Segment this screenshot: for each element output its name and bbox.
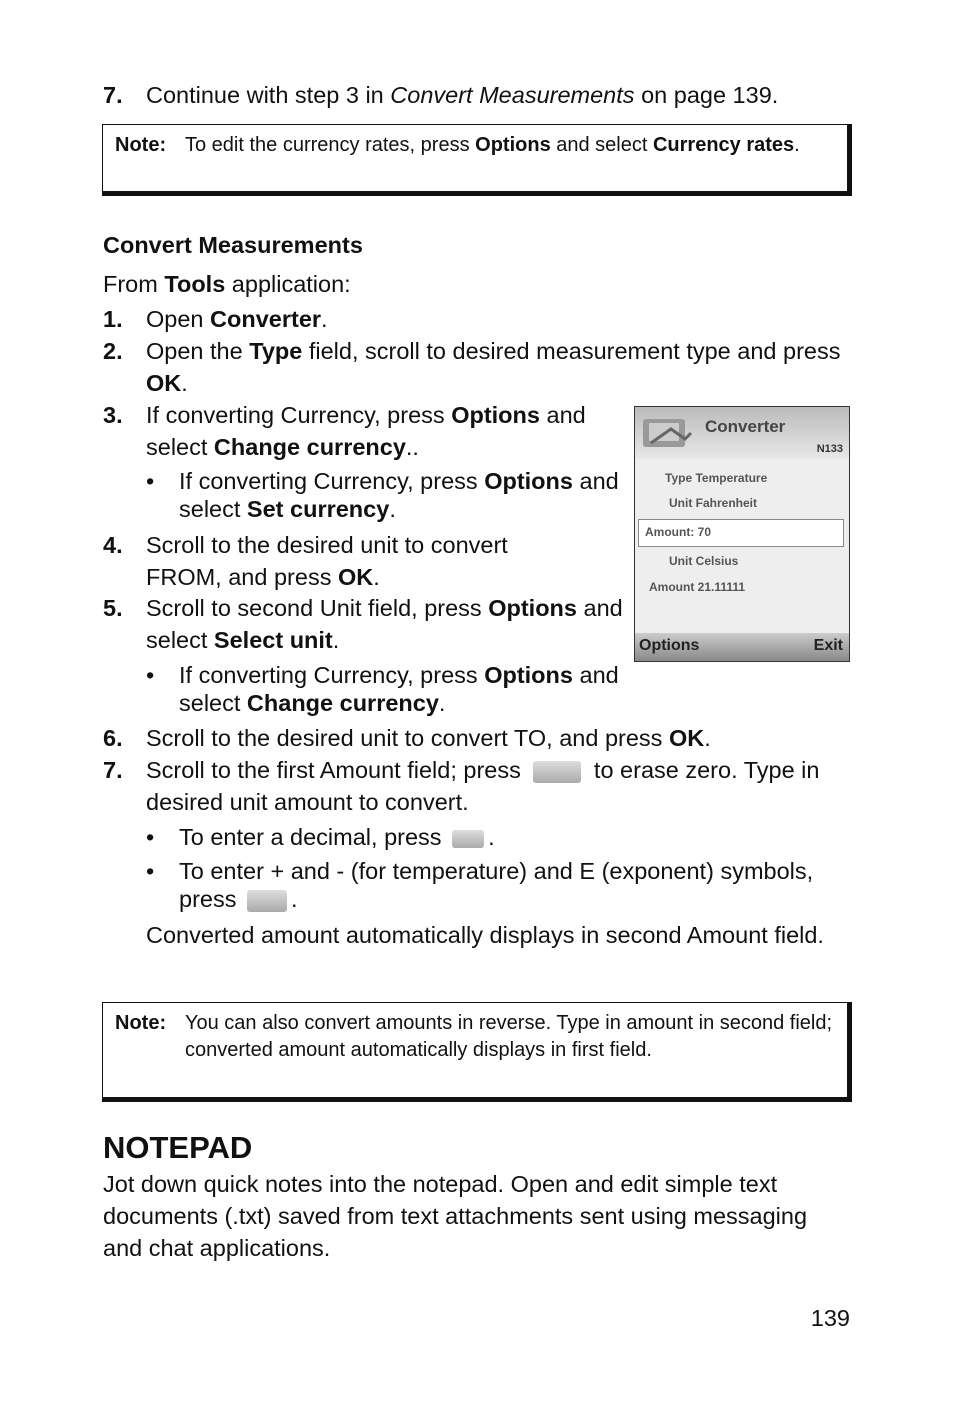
symbol-key-icon bbox=[247, 890, 287, 912]
clear-key-icon bbox=[533, 761, 581, 783]
phone-unit2-row: Unit Celsius bbox=[669, 554, 739, 568]
page-number: 139 bbox=[810, 1305, 850, 1331]
section-heading: Convert Measurements bbox=[103, 232, 363, 258]
step-5-bullet-text: If converting Currency, press Options and select Change currency. bbox=[179, 662, 619, 716]
note-box-reverse bbox=[102, 1002, 852, 1102]
step-7-bullet-2: • bbox=[146, 858, 155, 884]
note-label: Note: bbox=[115, 1012, 167, 1034]
step-4-number: 4. bbox=[103, 532, 123, 558]
exit-softkey[interactable]: Exit bbox=[813, 637, 843, 654]
step-3-bullet-text: If converting Currency, press Options and select Set currency. bbox=[179, 468, 619, 522]
step-5-number: 5. bbox=[103, 595, 123, 621]
step-2-number: 2. bbox=[103, 338, 123, 364]
step-3-number: 3. bbox=[103, 402, 123, 428]
step-7-bullet-2-text: To enter + and - (for temperature) and E (exponent) symbols, press . bbox=[179, 858, 814, 912]
step-1-text: Open Converter. bbox=[146, 306, 328, 332]
notepad-text: Jot down quick notes into the notepad. Open and edit simple text documents (.txt) saved from text attachments sent using messaging and chat applications. bbox=[103, 1171, 808, 1261]
intro-step-text: Continue with step 3 in Convert Measurements on page 139. bbox=[146, 82, 779, 108]
step-1-number: 1. bbox=[103, 306, 123, 332]
converter-app-icon bbox=[641, 413, 695, 453]
step-4-text: Scroll to the desired unit to convert FROM, and press OK. bbox=[146, 532, 508, 590]
intro-step-number: 7. bbox=[103, 82, 123, 108]
phone-type-row: Type Temperature bbox=[665, 471, 768, 485]
phone-signal: N133 bbox=[816, 443, 843, 455]
phone-title-bar bbox=[635, 407, 849, 459]
step-7-bullet-1: • bbox=[146, 824, 155, 850]
phone-title: Converter bbox=[705, 417, 786, 436]
converter-screenshot bbox=[634, 406, 850, 662]
step-7-text: Scroll to the first Amount field; press to erase zero. Type in desired unit amount to convert. bbox=[146, 757, 820, 815]
step-5-text: Scroll to second Unit field, press Options and select Select unit. bbox=[146, 595, 623, 653]
notepad-heading: NOTEPAD bbox=[103, 1130, 253, 1165]
section-intro: From Tools application: bbox=[103, 271, 351, 297]
step-7-number: 7. bbox=[103, 757, 123, 783]
step-6-text: Scroll to the desired unit to convert TO, and press OK. bbox=[146, 725, 711, 751]
note-text: To edit the currency rates, press Options and select Currency rates. bbox=[185, 134, 800, 156]
note-label: Note: bbox=[115, 134, 167, 156]
phone-unit1-row: Unit Fahrenheit bbox=[669, 496, 758, 510]
note-text: You can also convert amounts in reverse. Type in amount in second field; converted amount automatically displays in first field. bbox=[185, 1012, 833, 1061]
decimal-key-icon bbox=[452, 830, 484, 848]
step-2-text: Open the Type field, scroll to desired measurement type and press OK. bbox=[146, 338, 841, 396]
options-softkey[interactable]: Options bbox=[639, 637, 700, 654]
phone-amount1-row: Amount: 70 bbox=[645, 525, 712, 539]
note-box-currency bbox=[102, 124, 852, 196]
step-7-bullet-1-text: To enter a decimal, press . bbox=[179, 824, 495, 850]
step-5-bullet: • bbox=[146, 662, 155, 688]
convert-measurements-reference: Convert Measurements bbox=[390, 82, 635, 108]
phone-softkey-bar bbox=[635, 633, 849, 661]
step-3-bullet: • bbox=[146, 468, 155, 494]
phone-amount2-row: Amount 21.11111 bbox=[649, 580, 746, 594]
step-3-text: If converting Currency, press Options and select Change currency.. bbox=[146, 402, 586, 460]
step-7-result-text: Converted amount automatically displays in second Amount field. bbox=[146, 922, 824, 948]
step-6-number: 6. bbox=[103, 725, 123, 751]
